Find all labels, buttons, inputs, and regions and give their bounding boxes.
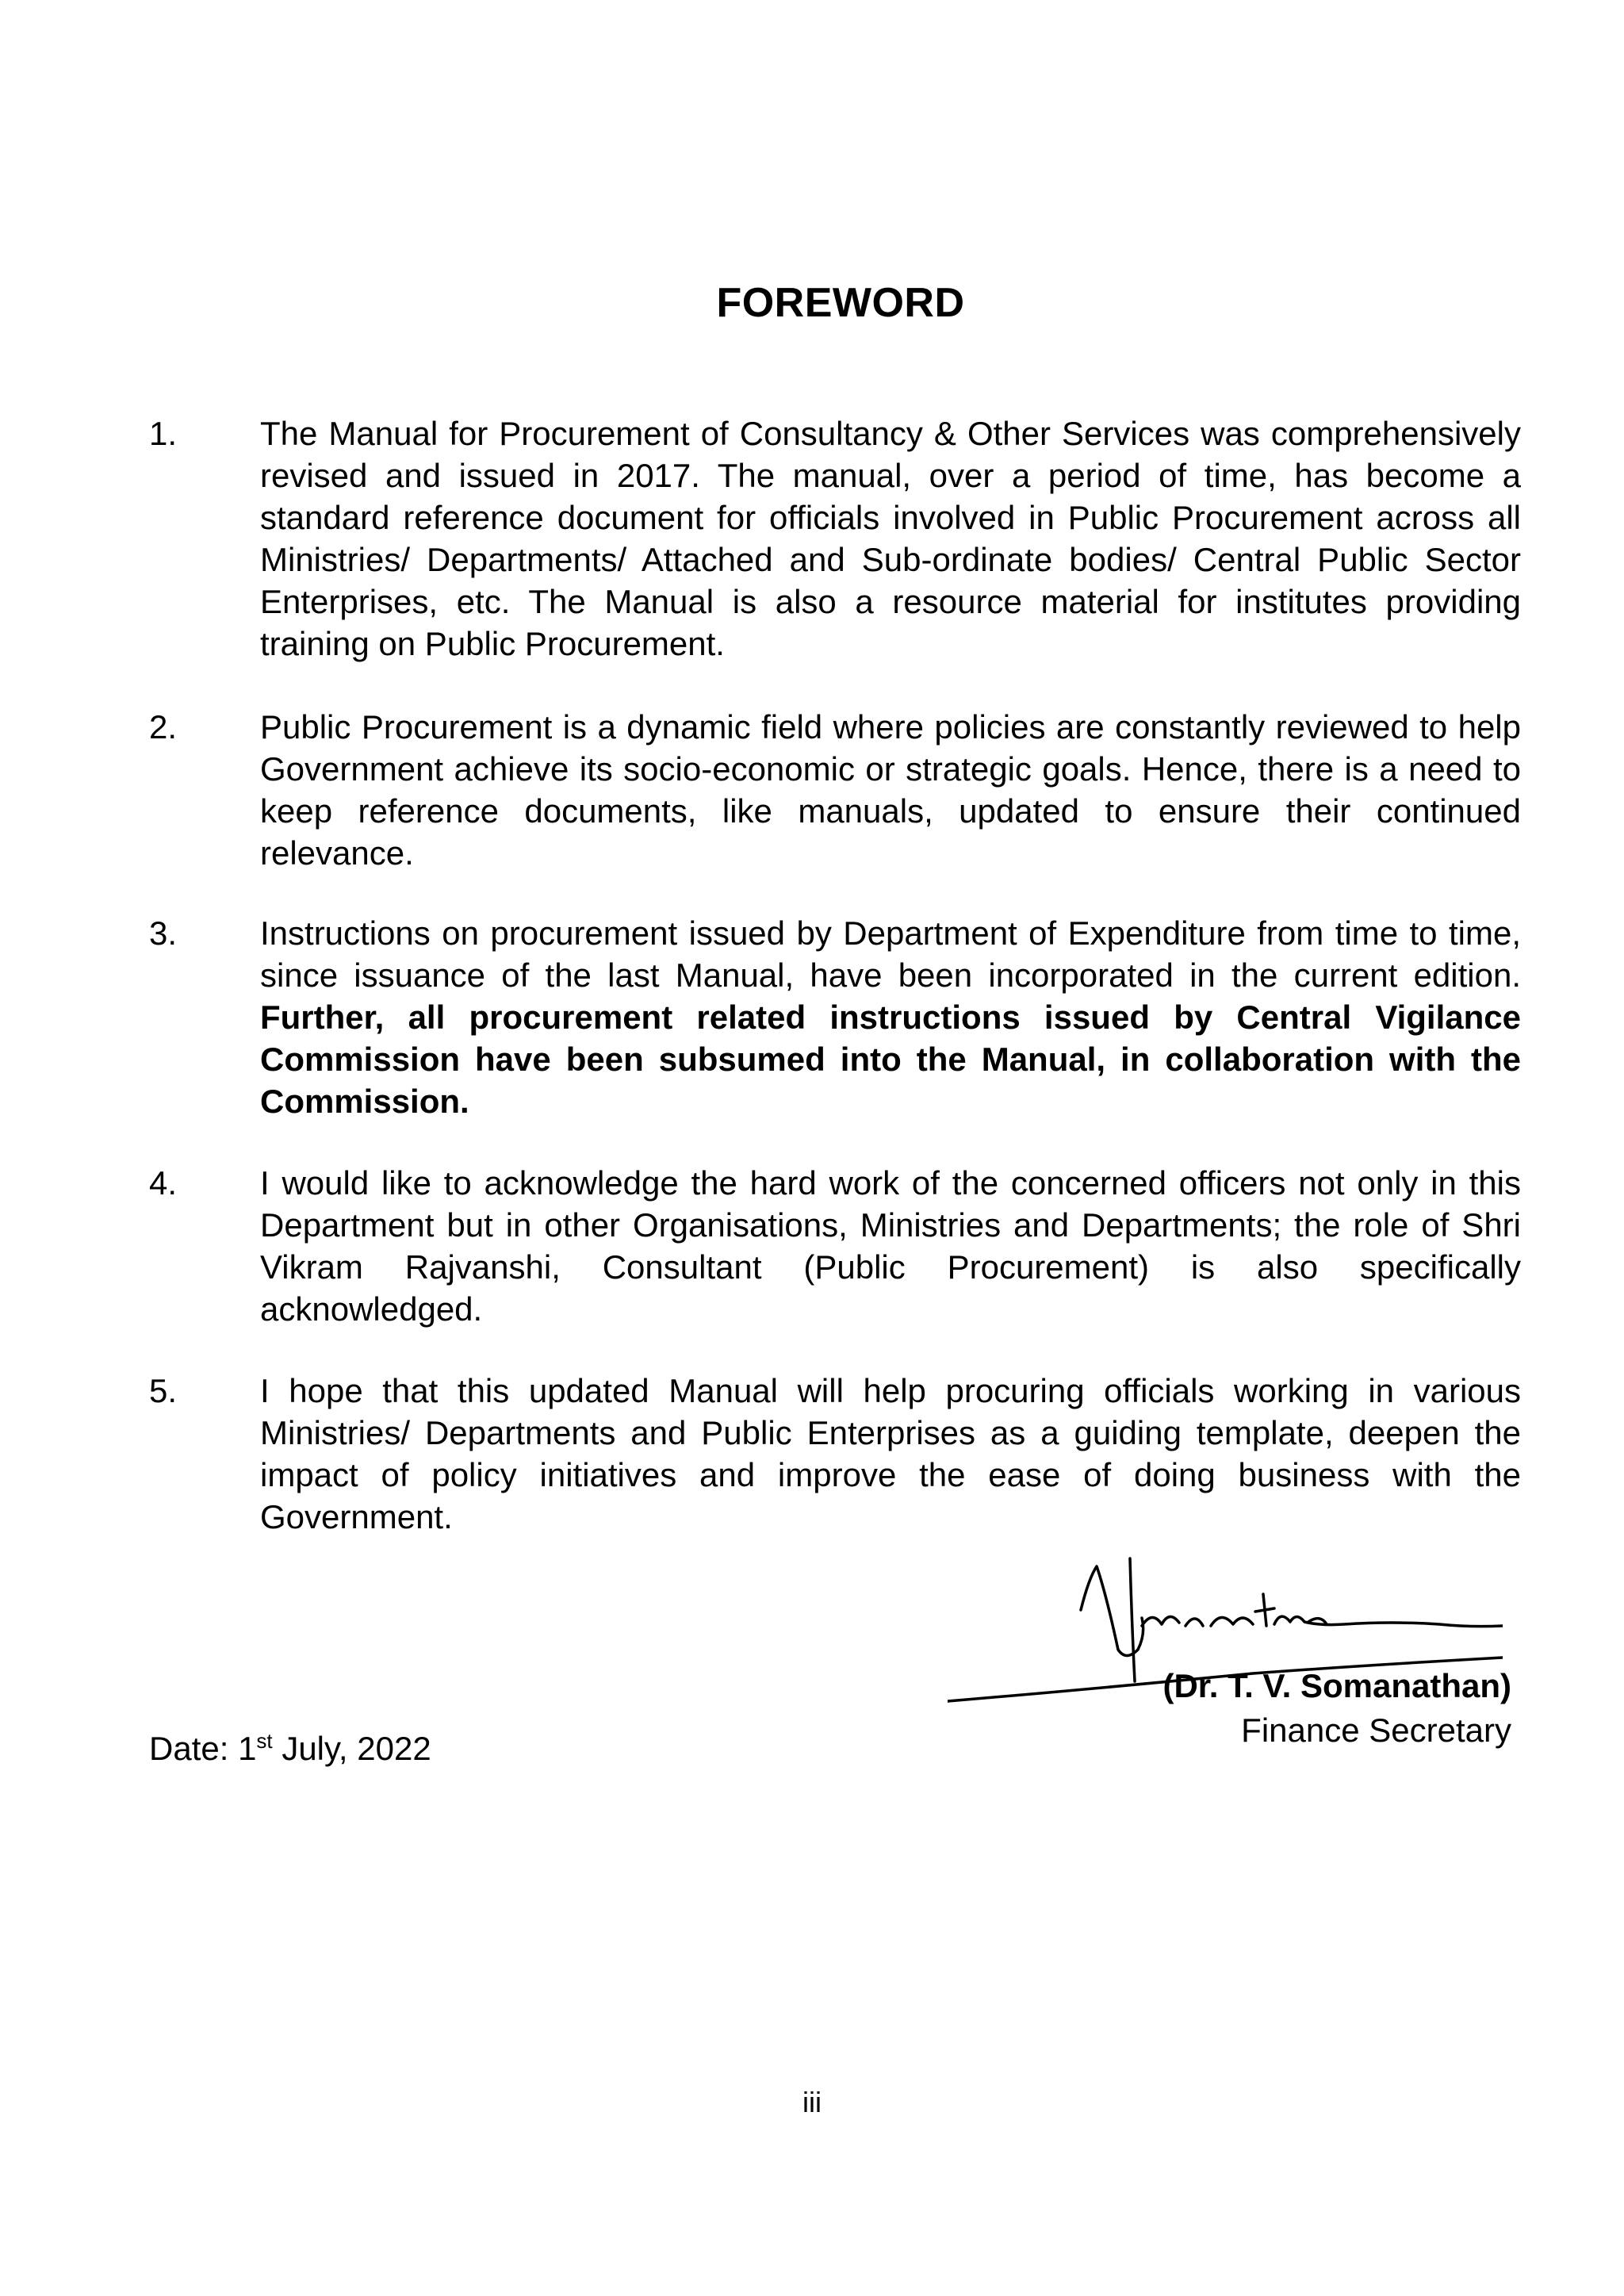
paragraph-text: Instructions on procurement issued by Department of Expenditure from time to time, since issuance of the last Manual, have been incorporated in the current edition.: [260, 914, 1521, 994]
paragraph-number: 5.: [149, 1372, 178, 1409]
paragraph-1: [149, 412, 1521, 665]
date-day-suffix: st: [256, 1729, 273, 1753]
paragraph-bold-text: Further, all procurement related instructions issued by Central Vigilance Commission have been subsumed into the Manual, in collaboration with the Commission.: [260, 999, 1521, 1120]
signatory-name: (Dr. T. V. Somanathan): [1162, 1667, 1511, 1704]
paragraph-text: I would like to acknowledge the hard work of the concerned officers not only in this Department but in other Organisations, Ministries and Departments; the role of Shri Vikram Rajvanshi, Consultant (Public Procurement) is also specifically acknowledged.: [260, 1164, 1521, 1328]
paragraph-text-container: [260, 912, 1521, 1122]
paragraph-text: I hope that this updated Manual will help procuring officials working in various Ministries/ Departments and Public Enterprises as a guiding template, deepen the impact of policy initiatives and improve the ease of doing business with the Government.: [260, 1372, 1521, 1535]
date-line: [149, 1729, 431, 1768]
date-day: 1: [238, 1730, 257, 1767]
paragraph-4: [149, 1162, 1521, 1330]
page-title: FOREWORD: [716, 280, 965, 326]
paragraph-text: The Manual for Procurement of Consultancy & Other Services was comprehensively revised and issued in 2017. The manual, over a period of time, has become a standard reference document for officials involved in Public Procurement across all Ministries/ Departments/ Attached and Sub-ordinate bodies/ Central Public Sector Enterprises, etc. The Manual is also a resource material for institutes providing training on Public Procurement.: [260, 415, 1521, 662]
page-number: iii: [802, 2086, 822, 2118]
paragraph-3: [149, 912, 1521, 1122]
paragraph-number: 4.: [149, 1164, 178, 1202]
paragraph-5: [149, 1370, 1521, 1538]
paragraph-number: 2.: [149, 708, 178, 746]
paragraph-text: Public Procurement is a dynamic field where policies are constantly reviewed to help Government achieve its socio-economic or strategic goals. Hence, there is a need to keep reference documents, like manuals, updated to ensure their continued relevance.: [260, 708, 1521, 872]
date-label: Date:: [149, 1730, 229, 1767]
date-month-year: July, 2022: [282, 1730, 431, 1767]
paragraph-2: [149, 706, 1521, 874]
signatory-designation: Finance Secretary: [1241, 1711, 1511, 1749]
paragraph-number: 1.: [149, 415, 178, 452]
paragraph-number: 3.: [149, 914, 178, 952]
signatory-block: [1162, 1664, 1511, 1753]
